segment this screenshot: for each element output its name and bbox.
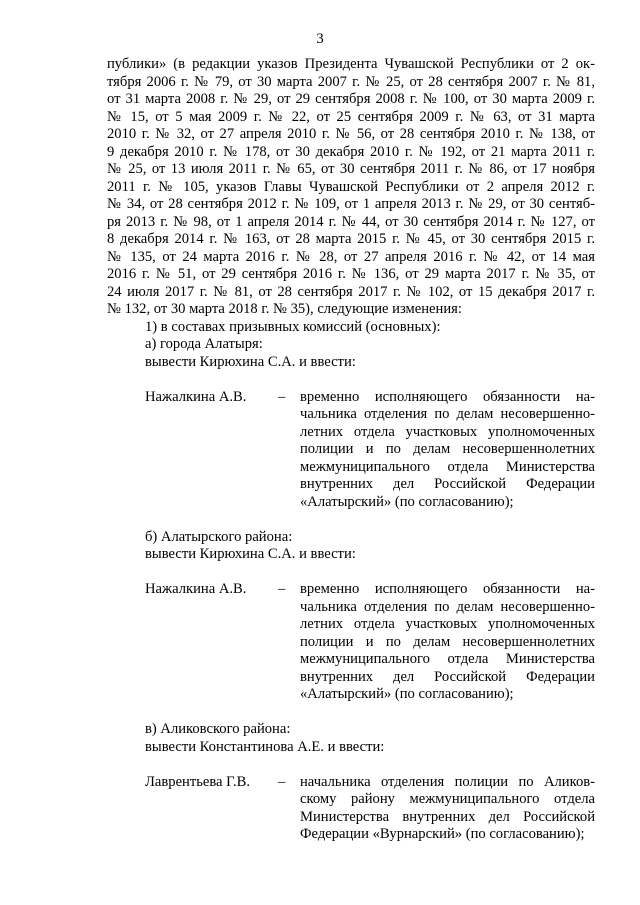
member-name: Нажалкина А.В. bbox=[145, 388, 247, 405]
position-line: межмуниципального отдела Министерства bbox=[300, 651, 595, 667]
intro-line: 2010 г. № 32, от 27 апреля 2010 г. № 56, от 28 сентября 2010 г. № 138, от bbox=[107, 126, 595, 142]
position-line: межмуниципального отдела Министерства bbox=[300, 458, 595, 475]
section-instruction: вывести Кирюхина С.А. и ввести: bbox=[145, 353, 356, 370]
intro-line: 8 декабря 2014 г. № 163, от 28 марта 2015 г. № 45, от 30 сентября 2015 г. bbox=[107, 231, 595, 247]
member-name: Лаврентьева Г.В. bbox=[145, 773, 251, 790]
position-line: внутренних дел Российской Федерации bbox=[300, 476, 595, 492]
position-line: «Алатырский» (по согласованию); bbox=[300, 686, 514, 702]
member-entry bbox=[145, 774, 595, 844]
intro-line: № 135, от 24 марта 2016 г. № 28, от 27 апреля 2016 г. № 42, от 14 мая bbox=[107, 248, 595, 265]
intro-line: № 25, от 13 июля 2011 г. № 65, от 30 сентября 2011 г. № 86, от 17 ноября bbox=[107, 161, 595, 177]
member-dash: – bbox=[278, 388, 286, 405]
intro-line: 2016 г. № 51, от 29 сентября 2016 г. № 136, от 29 марта 2017 г. № 35, от bbox=[107, 266, 595, 282]
member-dash: – bbox=[278, 581, 286, 597]
position-line: временно исполняющего обязанности на- bbox=[300, 581, 595, 597]
position-line: начальника отделения полиции по Аликов- bbox=[300, 773, 595, 790]
position-line: летних отдела участковых уполномоченных bbox=[300, 423, 595, 440]
position-line: летних отдела участковых уполномоченных bbox=[300, 616, 595, 632]
intro-line: № 132, от 30 марта 2018 г. № 35), следующие изменения: bbox=[107, 301, 462, 317]
intro-line: от 31 марта 2008 г. № 29, от 29 сентября 2008 г. № 100, от 30 марта 2009 г. bbox=[107, 91, 595, 107]
item-1-heading: 1) в составах призывных комиссий (основных): bbox=[145, 318, 441, 335]
position-line: чальника отделения по делам несовершенно- bbox=[300, 598, 595, 615]
member-dash: – bbox=[278, 773, 286, 790]
member-position bbox=[300, 581, 595, 704]
sections bbox=[107, 336, 595, 844]
intro-line: № 15, от 5 мая 2009 г. № 22, от 25 сентября 2009 г. № 63, от 31 марта bbox=[107, 108, 595, 125]
member-entry bbox=[145, 389, 595, 512]
intro-line: публики» (в редакции указов Президента Чувашской Республики от 2 ок- bbox=[107, 56, 595, 72]
intro-line: тября 2006 г. № 79, от 30 марта 2007 г. № 25, от 28 сентября 2007 г. № 81, bbox=[107, 73, 595, 90]
page-number: 3 bbox=[316, 31, 324, 47]
section-instruction: вывести Кирюхина С.А. и ввести: bbox=[145, 546, 356, 562]
member-position bbox=[300, 389, 595, 512]
intro-line: № 34, от 28 сентября 2012 г. № 109, от 1 апреля 2013 г. № 29, от 30 сентяб- bbox=[107, 196, 595, 212]
intro-line: ря 2013 г. № 98, от 1 апреля 2014 г. № 44, от 30 сентября 2014 г. № 127, от bbox=[107, 213, 595, 230]
member-entry bbox=[145, 581, 595, 704]
member-name: Нажалкина А.В. bbox=[145, 581, 247, 597]
member-position bbox=[300, 774, 595, 844]
intro-line: 9 декабря 2010 г. № 178, от 30 декабря 2010 г. № 192, от 21 марта 2011 г. bbox=[107, 143, 595, 160]
position-line: полиции и по делам несовершеннолетних bbox=[300, 633, 595, 650]
section-heading: б) Алатырского района: bbox=[145, 528, 293, 545]
position-line: Федерации «Вурнарский» (по согласованию); bbox=[300, 826, 585, 842]
section-heading: а) города Алатыря: bbox=[145, 336, 263, 352]
position-line: скому району межмуниципального отдела bbox=[300, 791, 595, 807]
section-heading: в) Аликовского района: bbox=[145, 721, 291, 737]
position-line: Министерства внутренних дел Российской bbox=[300, 808, 595, 825]
position-line: чальника отделения по делам несовершенно- bbox=[300, 406, 595, 422]
intro-line: 2011 г. № 105, указов Главы Чувашской Республики от 2 апреля 2012 г. bbox=[107, 178, 595, 195]
document-body bbox=[107, 56, 595, 844]
position-line: «Алатырский» (по согласованию); bbox=[300, 493, 514, 510]
intro-line: 24 июля 2017 г. № 81, от 28 сентября 2017 г. № 102, от 15 декабря 2017 г. bbox=[107, 283, 595, 300]
position-line: временно исполняющего обязанности на- bbox=[300, 388, 595, 405]
section-instruction: вывести Константинова А.Е. и ввести: bbox=[145, 738, 385, 755]
position-line: внутренних дел Российской Федерации bbox=[300, 668, 595, 685]
position-line: полиции и по делам несовершеннолетних bbox=[300, 441, 595, 457]
intro-paragraph bbox=[107, 56, 595, 319]
